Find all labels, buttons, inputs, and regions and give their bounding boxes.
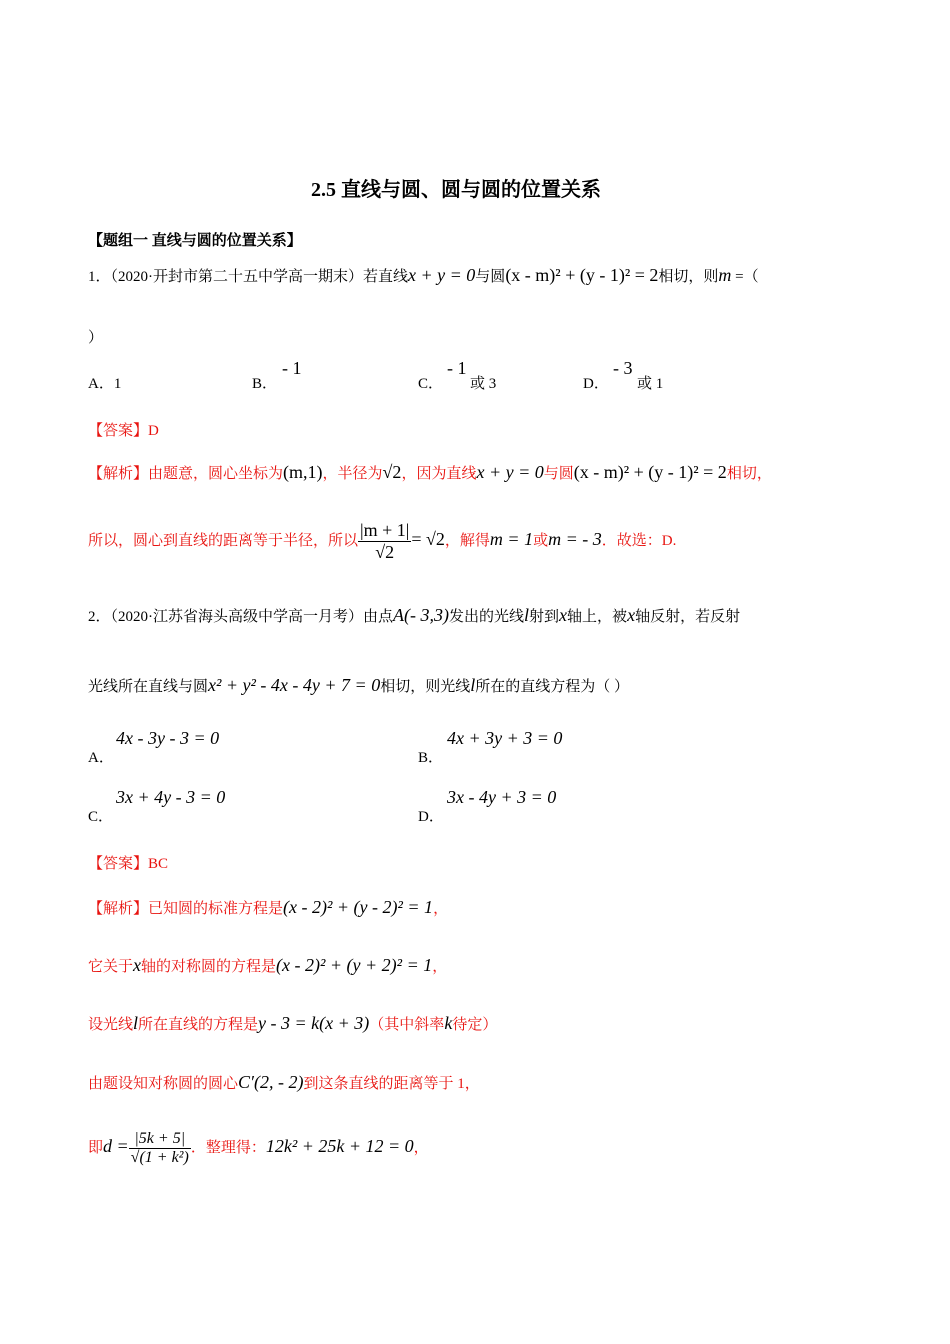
option-c-label: C． <box>418 376 444 392</box>
answer-tag: 【答案】 <box>88 856 149 872</box>
q1-mid-text: 与圆 <box>475 269 506 285</box>
q1-tail-eq: =（ <box>731 269 759 285</box>
light-line-equation: y - 3 = k(x + 3) <box>258 1013 370 1033</box>
q2-stem-line2 <box>88 675 629 696</box>
circle-center: (m,1) <box>283 462 323 482</box>
fraction-denominator: √2 <box>375 542 395 562</box>
analysis-text: ， <box>432 959 448 975</box>
symbol-k: k <box>444 1013 453 1033</box>
q1-tail-m: m <box>718 265 732 285</box>
symbol-l: l <box>470 675 476 695</box>
circle-standard-equation: (x - 2)² + (y - 2)² = 1 <box>283 897 434 917</box>
analysis-text: 到这条直线的距离等于 1， <box>303 1076 480 1092</box>
solution-2: m = - 3 <box>548 528 602 549</box>
q1-option-b <box>252 372 277 393</box>
q2-option-a-label: A． <box>88 750 114 766</box>
symbol-l: l <box>524 605 530 625</box>
symbol-x: x <box>559 605 568 625</box>
answer-value: BC <box>148 856 169 872</box>
q2-analysis-line1 <box>88 897 448 918</box>
option-a-label: A． <box>88 376 114 392</box>
q2-analysis-line4 <box>88 1072 480 1093</box>
q2-option-a-value: 4x - 3y - 3 = 0 <box>116 728 220 748</box>
quadratic-equation: 12k² + 25k + 12 = 0 <box>265 1135 414 1156</box>
analysis-text: 它关于 <box>88 959 134 975</box>
q2-answer <box>88 852 168 873</box>
q1-option-d <box>583 372 609 393</box>
option-d-label: D． <box>583 376 609 392</box>
symbol-x: x <box>627 605 636 625</box>
analysis-text: 待定） <box>452 1017 498 1033</box>
analysis-text: 所在直线的方程是 <box>138 1017 259 1033</box>
analysis-text: ， <box>433 901 449 917</box>
analysis-text: ．整理得： <box>190 1139 266 1156</box>
q2-option-b-label: B． <box>418 750 444 766</box>
analysis-text: 由题意，圆心坐标为 <box>148 466 284 482</box>
section-header: 【题组一 直线与圆的位置关系】 <box>88 233 302 249</box>
analysis-text: 已知圆的标准方程是 <box>148 901 284 917</box>
analysis-text: ，因为直线 <box>401 466 477 482</box>
line-equation: x + y = 0 <box>476 462 544 482</box>
q1-number: 1． <box>88 269 111 285</box>
q1-analysis-line2 <box>88 520 676 563</box>
fraction-numerator: |5k + 5| <box>129 1130 191 1149</box>
distance-fraction <box>358 520 411 563</box>
analysis-text: ，解得 <box>444 532 490 549</box>
option-b-label: B． <box>252 376 278 392</box>
option-a-value: 1 <box>113 376 122 392</box>
analysis-text: 由题设知对称圆的圆心 <box>88 1076 239 1092</box>
q2-circle-equation: x² + y² - 4x - 4y + 7 = 0 <box>208 675 381 695</box>
circle-equation: (x - m)² + (y - 1)² = 2 <box>573 462 727 482</box>
q2-analysis-line2 <box>88 955 447 976</box>
q2-option-c-label: C． <box>88 809 114 825</box>
symmetric-center: C′(2, - 2) <box>238 1072 304 1092</box>
analysis-text: 所以，圆心到直线的距离等于半径，所以 <box>88 532 359 549</box>
q2-stem-line1 <box>88 605 740 626</box>
page-title: 2.5 直线与圆、圆与圆的位置关系 <box>311 179 601 201</box>
analysis-text: 设光线 <box>88 1017 134 1033</box>
solution-1: m = 1 <box>489 528 534 549</box>
answer-tag: 【答案】 <box>88 423 149 439</box>
q2-option-d-label: D． <box>418 809 444 825</box>
q1-option-d-value: - 3 <box>613 358 633 378</box>
q1-analysis-line1 <box>88 462 772 483</box>
q1-option-b-value: - 1 <box>282 358 302 378</box>
analysis-tag: 【解析】 <box>88 466 149 482</box>
analysis-text: （其中斜率 <box>369 1017 445 1033</box>
q2-analysis-line5 <box>88 1130 429 1167</box>
q1-option-d-tail: 或 1 <box>637 376 664 392</box>
q2-text: 光线所在直线与圆 <box>88 679 209 695</box>
symbol-l: l <box>133 1013 139 1033</box>
q2-text: 发出的光线 <box>449 609 525 625</box>
q2-source: （2020·江苏省海头高级中学高一月考）由点 <box>110 609 394 625</box>
analysis-tag: 【解析】 <box>88 901 149 917</box>
radius-value: √2 <box>382 462 402 482</box>
symbol-x: x <box>133 955 142 975</box>
distance-fraction <box>129 1130 191 1167</box>
q1-circle-equation: (x - m)² + (y - 1)² = 2 <box>505 265 659 285</box>
q2-option-b-value: 4x + 3y + 3 = 0 <box>447 728 563 748</box>
q2-analysis-line3 <box>88 1013 497 1034</box>
point-a: A(- 3,3) <box>393 605 449 625</box>
symmetric-circle-equation: (x - 2)² + (y + 2)² = 1 <box>276 955 433 975</box>
q2-option-c-value: 3x + 4y - 3 = 0 <box>116 787 226 807</box>
q1-option-c-value: - 1 <box>447 358 467 378</box>
fraction-result: = √2 <box>411 528 445 549</box>
q2-number: 2． <box>88 609 111 625</box>
analysis-text: 轴的对称圆的方程是 <box>141 959 277 975</box>
fraction-numerator: |m + 1| <box>360 520 410 540</box>
answer-value: D <box>148 423 159 439</box>
analysis-text: 与圆 <box>543 466 574 482</box>
q1-option-c-tail: 或 3 <box>470 376 497 392</box>
q1-source: （2020·开封市第二十五中学高一期末）若直线 <box>110 269 409 285</box>
analysis-text: 相切， <box>726 466 772 482</box>
q2-text: 轴反射，若反射 <box>635 609 741 625</box>
q1-answer <box>88 419 159 440</box>
fraction-denominator: √(1 + k²) <box>130 1149 189 1166</box>
q2-text: 所在的直线方程为（ ） <box>475 679 629 695</box>
q1-line-equation: x + y = 0 <box>408 265 476 285</box>
analysis-text: 即 <box>88 1139 104 1156</box>
q1-stem <box>88 265 759 286</box>
analysis-text: 或 <box>533 532 549 549</box>
analysis-text: ，半径为 <box>322 466 383 482</box>
q1-option-a <box>88 372 121 393</box>
q1-option-c <box>418 372 443 393</box>
q2-text: 轴上，被 <box>567 609 628 625</box>
q1-close-paren: ） <box>88 330 104 346</box>
analysis-text: ， <box>413 1139 429 1156</box>
q2-text: 射到 <box>529 609 560 625</box>
q2-option-d-value: 3x - 4y + 3 = 0 <box>447 787 557 807</box>
analysis-text: ．故选：D. <box>601 532 677 549</box>
q2-text: 相切，则光线 <box>380 679 471 695</box>
distance-symbol: d = <box>103 1135 129 1156</box>
q1-tail-text: 相切，则 <box>658 269 719 285</box>
